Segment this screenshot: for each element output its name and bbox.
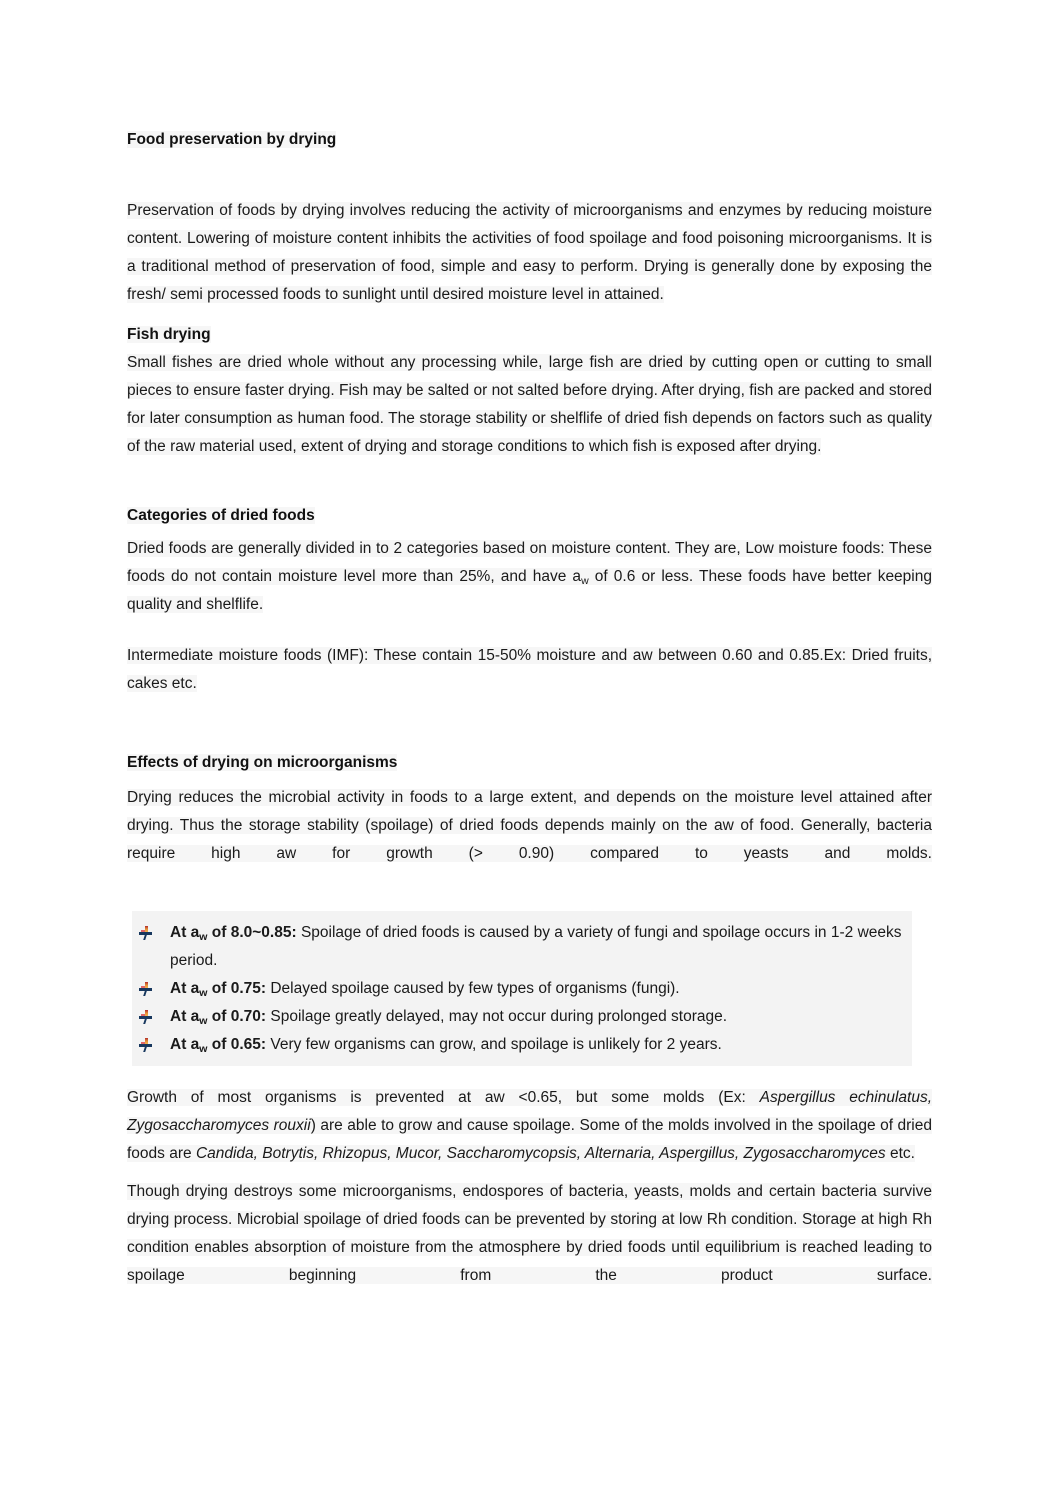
list-item-aw-075 [132,975,912,1003]
list-item-aw-065 [132,1031,912,1059]
heading-categories: Categories of dried foods [127,507,315,524]
growth-molds-paragraph: Growth of most organisms is prevented at aw <0.65, but some molds (Ex: Aspergillus echinulatus, Zygosaccharomyces rouxii) are able to grow and cause spoilage. Some of the molds involved in the spoilage of dried foods are Candida, Botrytis, Rhizopus, Mucor, Saccharomycopsis, Alternaria, Aspergillus, Zygosaccharomyces etc. [127,1089,932,1162]
heading-fish-drying: Fish drying [127,326,211,343]
plus-bullet-icon [139,926,153,940]
aw-spoilage-list [132,911,912,1066]
list-item-text: At $a_w$ of 0.75: Delayed spoilage caused by few types of organisms (fungi). [170,980,680,999]
list-item-text: At $a_w$ of 0.65: Very few organisms can grow, and spoilage is unlikely for 2 years. [170,1036,722,1055]
list-item-aw-070 [132,1003,912,1031]
list-item-text: At $a_w$ of 0.70: Spoilage greatly delayed, may not occur during prolonged storage. [170,1008,728,1027]
plus-bullet-icon [139,1038,153,1052]
page-title [127,126,932,154]
categories-imf-paragraph: Intermediate moisture foods (IMF): These contain 15-50% moisture and aw between 0.60 and 0.85.Ex: Dried fruits, cakes etc. [127,647,932,692]
categories-low-moisture-paragraph: Dried foods are generally divided in to 2 categories based on moisture content. They are, Low moisture foods: These foods do not contain moisture level more than 25%, and have $a_w$ of 0.6 or less. These foods have better keeping quality and shelflife. [127,540,932,613]
plus-bullet-icon [139,1010,153,1024]
list-item-text: At $a_w$ of 8.0~0.85: Spoilage of dried foods is caused by a variety of fungi and spoilage occurs in 1-2 weeks period. [170,924,902,969]
page-title-text: Food preservation by drying [127,131,337,148]
intro-paragraph: Preservation of foods by drying involves reducing the activity of microorganisms and enzymes by reducing moisture content. Lowering of moisture content inhibits the activities of food spoilage and food poisoning microorganisms. It is a traditional method of preservation of food, simple and easy to perform. Drying is generally done by exposing the fresh/ semi processed foods to sunlight until desired moisture level in attained. [127,202,932,303]
heading-effects: Effects of drying on microorganisms [127,754,398,771]
fish-drying-paragraph: Small fishes are dried whole without any processing while, large fish are dried by cutting open or cutting to small pieces to ensure faster drying. Fish may be salted or not salted before drying. After drying, fish are packed and stored for later consumption as human food. The storage stability or shelflife of dried fish depends on factors such as quality of the raw material used, extent of drying and storage conditions to which fish is exposed after drying. [127,354,932,455]
effects-paragraph: Drying reduces the microbial activity in foods to a large extent, and depends on the moisture level attained after drying. Thus the storage stability (spoilage) of dried foods depends mainly on the aw of food. Generally, bacteria require high aw for growth (> 0.90) compared to yeasts and molds. [127,789,932,862]
list-item-aw-085 [132,919,912,975]
plus-bullet-icon [139,982,153,996]
closing-paragraph: Though drying destroys some microorganisms, endospores of bacteria, yeasts, molds and certain bacteria survive drying process. Microbial spoilage of dried foods can be prevented by storing at low Rh condition. Storage at high Rh condition enables absorption of moisture from the atmosphere by dried foods until equilibrium is reached leading to spoilage beginning from the product surface. [127,1183,932,1284]
